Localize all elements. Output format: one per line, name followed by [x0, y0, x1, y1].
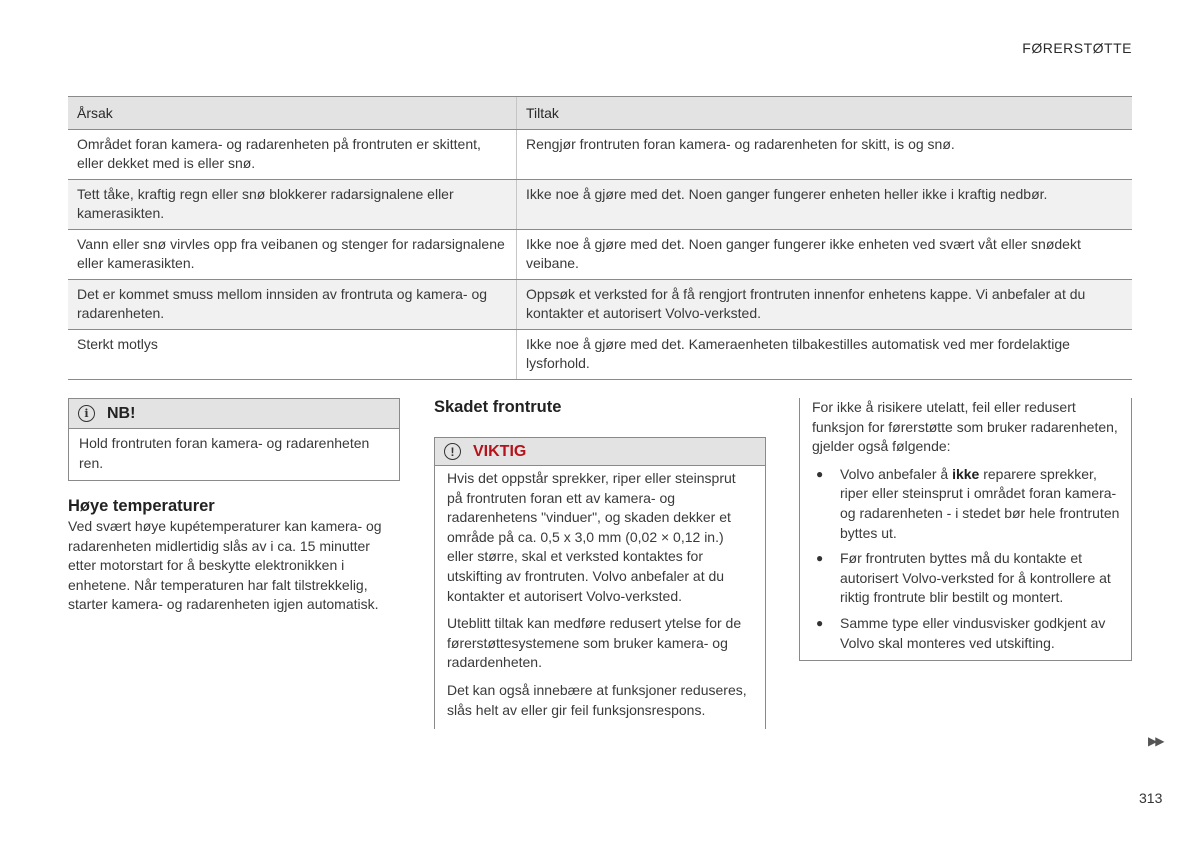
nb-note-title: NB!	[107, 404, 136, 422]
header-action: Tiltak	[526, 105, 559, 121]
table-row	[68, 130, 1132, 180]
high-temperature-heading: Høye temperaturer	[68, 497, 215, 515]
page-number: 313	[1139, 790, 1163, 806]
cause-cell: Det er kommet smuss mellom innsiden av frontruta og kamera- og radarenheten.	[68, 280, 517, 329]
bullet-icon: ●	[816, 551, 824, 566]
section-header: FØRERSTØTTE	[1022, 40, 1132, 56]
action-cell: Ikke noe å gjøre med det. Noen ganger fungerer enheten heller ikke i kraftig nedbør.	[526, 186, 1048, 202]
nb-note-text: Hold frontruten foran kamera- og radarenheten ren.	[79, 435, 370, 471]
important-warning-body	[435, 466, 765, 720]
cause-cell: Sterkt motlys	[68, 330, 517, 379]
bullet-icon: ●	[816, 466, 824, 481]
important-warning-header	[435, 437, 765, 466]
list-item-text: Før frontruten byttes må du kontakte et autorisert Volvo-verksted for å kontrollere at riktig frontrute blir bestilt og montert.	[840, 550, 1111, 606]
bullet-icon: ●	[816, 615, 824, 630]
nb-note-header	[69, 399, 399, 429]
important-warning-box	[434, 437, 766, 729]
list-item-text: reparere sprekker, riper eller steinsprut i området foran kamera- og radarenheten - i stedet bør hele frontruten byttes ut.	[840, 465, 1120, 541]
high-temperature-text: Ved svært høye kupétemperaturer kan kamera- og radarenheten midlertidig slås av i ca. 15 minutter etter motorstart for å beskytte elektronikken i enhetene. Når temperaturen har falt tilstrekkelig, starter kamera- og radarenheten igjen automatisk.	[68, 518, 382, 613]
list-item	[812, 549, 1120, 608]
table-row	[68, 280, 1132, 330]
action-cell: Oppsøk et verksted for å få rengjort frontruten innenfor enhetens kappe. Vi anbefaler at du kontakter et autorisert Volvo-verksted.	[526, 286, 1086, 321]
table-row	[68, 330, 1132, 380]
warning-paragraph: Hvis det oppstår sprekker, riper eller steinsprut på frontruten foran ett av kamera- og radarenhetens "vinduer", og skaden dekker et område på ca. 0,5 x 3,0 mm (0,02 × 0,12 in.) eller større, skal et verksted kontaktes for utskifting av frontruten. Volvo anbefaler at du kontakter et autorisert Volvo-verksted.	[447, 470, 736, 604]
cause-cell: Vann eller snø virvles opp fra veibanen og stenger for radarsignalene eller kamerasikten.	[68, 230, 517, 279]
warning-paragraph: Det kan også innebære at funksjoner reduseres, slås helt av eller gir feil funksjonsrespons.	[447, 681, 747, 718]
table-row	[68, 230, 1132, 280]
list-item	[812, 465, 1120, 543]
warning-paragraph: Uteblitt tiltak kan medføre redusert ytelse for de førerstøttesystemene som bruker kamera- og radardenheten.	[447, 615, 742, 671]
list-item-text: Samme type eller vindusvisker godkjent av Volvo skal monteres ved utskifting.	[840, 614, 1106, 651]
cause-cell: Området foran kamera- og radarenheten på frontruten er skittent, eller dekket med is eller snø.	[68, 130, 517, 179]
requirements-box	[799, 398, 1132, 661]
info-icon: i	[78, 405, 95, 422]
requirements-intro: For ikke å risikere utelatt, feil eller redusert funksjon for førerstøtte som bruker radarenheten, gjelder også følgende:	[812, 399, 1118, 455]
important-warning-title: VIKTIG	[473, 442, 527, 460]
header-cause: Årsak	[68, 97, 517, 129]
action-cell: Ikke noe å gjøre med det. Noen ganger fungerer ikke enheten ved svært våt eller snødekt veibane.	[526, 236, 1081, 271]
cause-cell: Tett tåke, kraftig regn eller snø blokkerer radarsignalene eller kamerasikten.	[68, 180, 517, 229]
continue-arrow-icon: ▶▶	[1148, 734, 1163, 748]
nb-note-box	[68, 398, 400, 481]
table-header	[68, 96, 1132, 130]
list-item-text: Volvo anbefaler å	[840, 465, 953, 482]
list-item	[812, 614, 1120, 653]
requirements-list	[812, 465, 1120, 653]
action-cell: Ikke noe å gjøre med det. Kameraenheten tilbakestilles automatisk ved mer fordelaktige lysforhold.	[526, 336, 1070, 371]
action-cell: Rengjør frontruten foran kamera- og radarenheten for skitt, is og snø.	[526, 136, 955, 152]
exclamation-icon: !	[444, 443, 461, 460]
cause-action-table	[68, 96, 1132, 380]
table-row	[68, 180, 1132, 230]
list-item-emphasis: ikke	[952, 465, 980, 482]
damaged-windscreen-heading: Skadet frontrute	[434, 398, 562, 416]
